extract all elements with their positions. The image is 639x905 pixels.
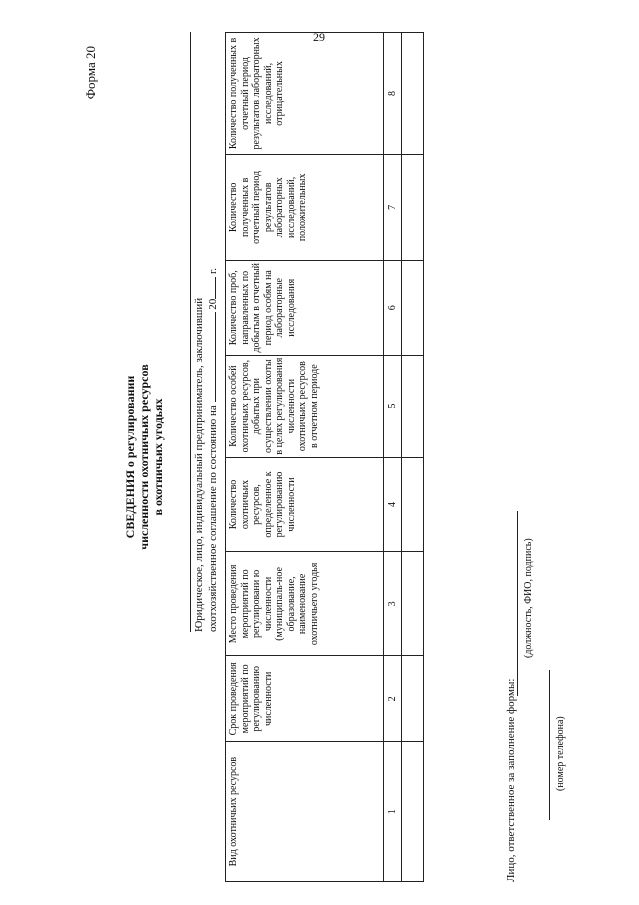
header-cell: Количество полученных в отчетный период результатов лабораторных исследований, положительных bbox=[226, 154, 384, 260]
data-cell[interactable] bbox=[402, 33, 424, 155]
owner-line-2 bbox=[206, 32, 220, 632]
column-number: 4 bbox=[384, 457, 402, 552]
data-cell[interactable] bbox=[402, 656, 424, 742]
year-fill-blank bbox=[206, 277, 216, 299]
title-line-3: в охотничьих угодьях bbox=[151, 398, 165, 516]
owner-name-line bbox=[190, 32, 191, 632]
data-cell[interactable] bbox=[402, 552, 424, 656]
table-header-row bbox=[226, 33, 384, 882]
owner-block bbox=[193, 32, 220, 632]
table-number-row bbox=[384, 33, 402, 882]
signature-caption: (должность, ФИО, подпись) bbox=[523, 538, 534, 658]
title-line-2: численности охотничьих ресурсов bbox=[137, 364, 151, 550]
header-cell: Количество особей охотничьих ресурсов, добытых при осуществлении охоты в целях регулирования численности охотничьих ресурсов в отчетном периоде bbox=[226, 355, 384, 457]
header-cell: Срок проведения мероприятий по регулированию численности bbox=[226, 656, 384, 742]
date-fill-blank bbox=[206, 313, 216, 403]
responsible-label: Лицо, ответственное за заполнение формы: bbox=[505, 678, 517, 882]
header-cell: Количество охотничьих ресурсов, определенное к регулированию численности bbox=[226, 457, 384, 552]
data-cell[interactable] bbox=[402, 154, 424, 260]
column-number: 5 bbox=[384, 355, 402, 457]
data-cell[interactable] bbox=[402, 260, 424, 355]
rotated-form bbox=[65, 32, 585, 882]
table-data-row bbox=[402, 33, 424, 882]
form-label: Форма 20 bbox=[83, 46, 98, 100]
year-suffix: г. bbox=[207, 267, 219, 274]
data-cell[interactable] bbox=[402, 742, 424, 882]
report-table bbox=[225, 32, 424, 882]
year-prefix: 20 bbox=[207, 298, 219, 310]
phone-line bbox=[549, 670, 550, 820]
header-cell: Вид охотничьих ресурсов bbox=[226, 742, 384, 882]
owner-line-1: Юридическое, лицо, индивидуальный предприниматель, заключивший bbox=[193, 297, 205, 632]
title-line-1: СВЕДЕНИЯ о регулировании bbox=[123, 375, 137, 539]
header-cell: Количество полученных в отчетный период результатов лабораторных исследований, отрицательных bbox=[226, 33, 384, 155]
column-number: 1 bbox=[384, 742, 402, 882]
phone-caption: (номер телефона) bbox=[555, 716, 566, 791]
data-cell[interactable] bbox=[402, 457, 424, 552]
header-cell: Место проведения мероприятий по регулировани ю численности (муниципаль-ное образование, наименование охотничьего угодья bbox=[226, 552, 384, 656]
column-number: 2 bbox=[384, 656, 402, 742]
form-title bbox=[123, 32, 165, 882]
column-number: 6 bbox=[384, 260, 402, 355]
column-number: 3 bbox=[384, 552, 402, 656]
header-cell: Количество проб, направленных по добытым в отчетный период особям на лабораторные исследования bbox=[226, 260, 384, 355]
signature-line bbox=[517, 511, 518, 696]
column-number: 7 bbox=[384, 154, 402, 260]
column-number: 8 bbox=[384, 33, 402, 155]
owner-date-prefix: охотхозяйственное соглашение по состоянию на bbox=[207, 405, 219, 632]
page-number: 29 bbox=[313, 30, 325, 44]
data-cell[interactable] bbox=[402, 355, 424, 457]
